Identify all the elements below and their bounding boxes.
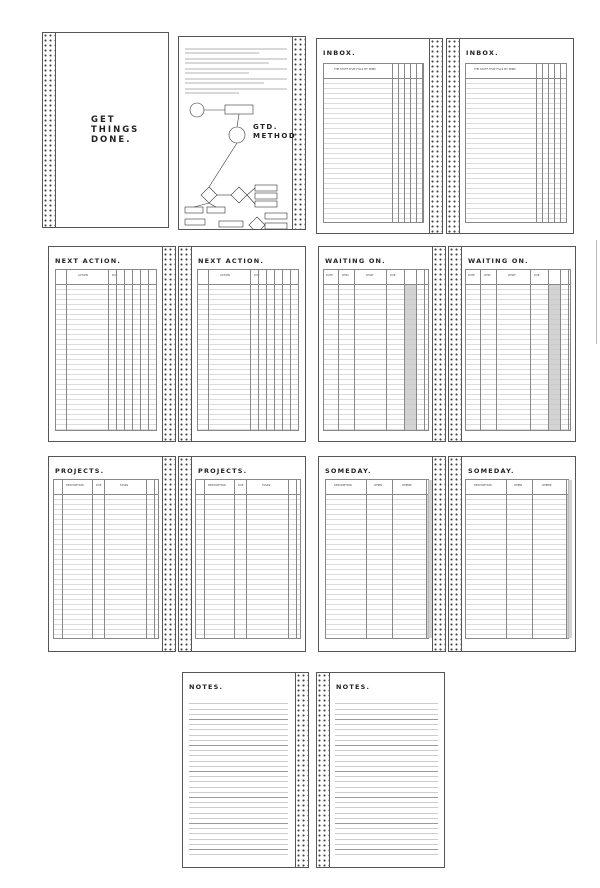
- cover-line-1: GET: [91, 115, 116, 125]
- notes-title: NOTES.: [189, 683, 224, 691]
- projects-col-desc: DESCRIPTION: [208, 484, 226, 487]
- cover-title: [91, 115, 139, 145]
- method-title: [253, 123, 296, 141]
- cover-page: [42, 32, 169, 228]
- someday-col-where: WHERE: [542, 484, 552, 487]
- edge-divider: [596, 240, 597, 344]
- inbox-header: THE STUFF THAT FILLS MY MIND: [474, 68, 516, 71]
- someday-page-right: [448, 456, 576, 652]
- gtd-method-page: [178, 36, 306, 230]
- projects-col-tasks: TASKS: [262, 484, 271, 487]
- dot-spine: [179, 457, 192, 651]
- waiting-col-due: DUE: [390, 274, 396, 277]
- projects-title: PROJECTS.: [55, 467, 105, 475]
- next-action-table: [55, 269, 157, 431]
- next-action-col-action: ACTION: [220, 274, 230, 277]
- projects-col-desc: DESCRIPTION: [66, 484, 84, 487]
- someday-col-when: WHEN: [514, 484, 523, 487]
- someday-col-where: WHERE: [402, 484, 412, 487]
- dot-spine: [317, 673, 330, 867]
- inbox-title: INBOX.: [466, 49, 499, 57]
- inbox-title: INBOX.: [323, 49, 356, 57]
- waiting-col-due: DUE: [534, 274, 540, 277]
- notes-page-left: [182, 672, 309, 868]
- next-action-title: NEXT ACTION.: [198, 257, 265, 265]
- someday-col-when: WHEN: [374, 484, 383, 487]
- projects-title: PROJECTS.: [198, 467, 248, 475]
- someday-table: [465, 479, 569, 639]
- projects-page-right: [178, 456, 306, 652]
- projects-col-due: DUE: [238, 484, 244, 487]
- notes-page-right: [316, 672, 445, 868]
- dot-spine: [162, 247, 175, 441]
- dot-spine: [43, 33, 56, 227]
- projects-col-due: DUE: [96, 484, 102, 487]
- dot-spine: [295, 673, 308, 867]
- waiting-col-what: WHAT: [366, 274, 374, 277]
- projects-table: [53, 479, 159, 639]
- dot-spine: [449, 247, 462, 441]
- someday-page-left: [318, 456, 446, 652]
- next-action-page-right: [178, 246, 306, 442]
- projects-page-left: [48, 456, 176, 652]
- notes-title: NOTES.: [336, 683, 371, 691]
- waiting-on-table: [465, 269, 571, 431]
- next-action-page-left: [48, 246, 176, 442]
- waiting-col-who: WHO: [342, 274, 349, 277]
- next-action-table: [197, 269, 299, 431]
- method-title-line-1: GTD.: [253, 123, 278, 131]
- dot-spine: [447, 39, 460, 233]
- next-action-title: NEXT ACTION.: [55, 257, 122, 265]
- method-title-line-2: METHOD: [253, 132, 297, 140]
- next-action-col-due: DUE: [112, 274, 118, 277]
- next-action-col-action: ACTION: [78, 274, 88, 277]
- dot-spine: [162, 457, 175, 651]
- waiting-on-page-right: [448, 246, 576, 442]
- projects-col-tasks: TASKS: [120, 484, 129, 487]
- waiting-col-date: DATE: [468, 274, 475, 277]
- dot-spine: [432, 457, 445, 651]
- notes-lines: [335, 699, 438, 859]
- someday-col-desc: DESCRIPTION: [334, 484, 352, 487]
- someday-title: SOMEDAY.: [325, 467, 372, 475]
- waiting-on-page-left: [318, 246, 446, 442]
- waiting-on-title: WAITING ON.: [468, 257, 529, 265]
- waiting-col-who: WHO: [484, 274, 491, 277]
- dot-spine: [179, 247, 192, 441]
- someday-title: SOMEDAY.: [468, 467, 515, 475]
- waiting-col-what: WHAT: [508, 274, 516, 277]
- dot-spine: [432, 247, 445, 441]
- cover-line-2: THINGS: [91, 125, 140, 135]
- someday-table: [325, 479, 429, 639]
- someday-col-desc: DESCRIPTION: [474, 484, 492, 487]
- inbox-page-right: [446, 38, 574, 234]
- waiting-col-date: DATE: [326, 274, 333, 277]
- inbox-table: [323, 63, 424, 223]
- waiting-on-table: [323, 269, 429, 431]
- waiting-on-title: WAITING ON.: [325, 257, 386, 265]
- inbox-table: [465, 63, 567, 223]
- cover-line-3: DONE.: [91, 135, 132, 145]
- notes-lines: [189, 699, 288, 859]
- inbox-header: THE STUFF THAT FILLS MY MIND: [334, 68, 376, 71]
- next-action-col-due: DUE: [254, 274, 260, 277]
- dot-spine: [449, 457, 462, 651]
- projects-table: [195, 479, 301, 639]
- dot-spine: [429, 39, 442, 233]
- inbox-page-left: [316, 38, 443, 234]
